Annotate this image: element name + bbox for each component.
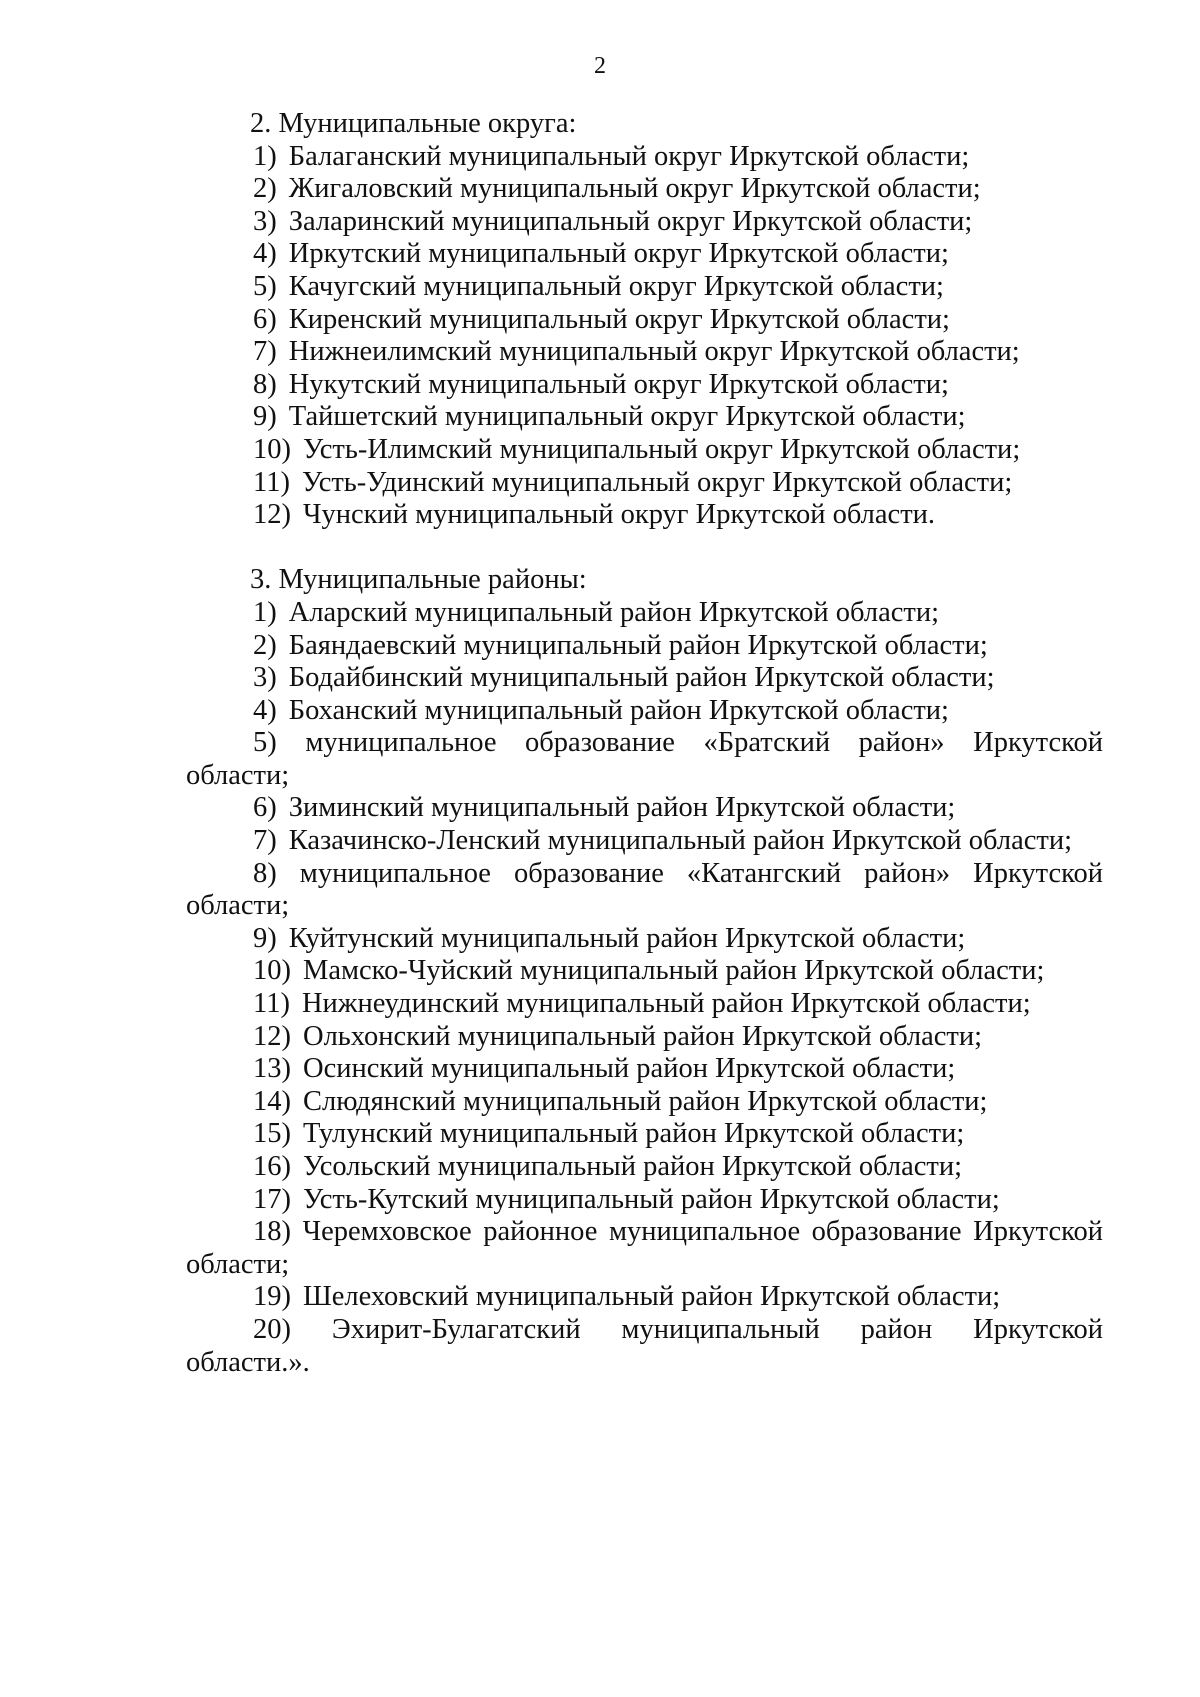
list-item-number: 16): [253, 1151, 291, 1182]
list-item-text: Боханский муниципальный район Иркутской области;: [288, 694, 949, 726]
list-item-text: Куйтунский муниципальный район Иркутской области;: [288, 922, 966, 954]
list-item: [186, 1053, 1103, 1086]
list-item-text: Баяндаевский муниципальный район Иркутской области;: [288, 629, 988, 661]
list-item-text: Тайшетский муниципальный округ Иркутской области;: [288, 401, 966, 433]
list-item-number: 1): [253, 140, 277, 172]
list-item: [186, 401, 1103, 434]
section-2-list: [186, 141, 1103, 532]
list-item-number: 13): [253, 1053, 291, 1085]
list-item-text: Иркутский муниципальный округ Иркутской области;: [288, 238, 949, 270]
list-item-number: 2): [253, 629, 277, 661]
list-item-number: 18): [253, 1216, 291, 1248]
list-item-number: 4): [253, 694, 277, 726]
list-item-number: 9): [253, 401, 277, 433]
list-item-number: 7): [253, 336, 277, 368]
list-item-number: 17): [253, 1183, 291, 1215]
list-item-continuation: области;: [186, 1248, 290, 1280]
list-item: [186, 662, 1103, 695]
list-item-text: Зиминский муниципальный район Иркутской области;: [288, 792, 956, 824]
list-item-text: Заларинский муниципальный округ Иркутской области;: [288, 205, 973, 237]
list-item: [186, 434, 1103, 467]
list-item-text: Жигаловский муниципальный округ Иркутской области;: [288, 173, 981, 205]
list-item: [186, 630, 1103, 663]
list-item-text: муниципальное образование «Братский район» Иркутской: [305, 727, 1104, 759]
list-item-text: Усть-Илимский муниципальный округ Иркутской области;: [303, 433, 1021, 465]
list-item-continuation: области;: [186, 890, 290, 922]
list-item: [186, 467, 1103, 500]
list-item-text: Нижнеудинский муниципальный район Иркутской области;: [301, 988, 1031, 1020]
list-item-number: 2): [253, 173, 277, 205]
list-item-text: Ольхонский муниципальный район Иркутской области;: [303, 1020, 983, 1052]
list-item-text: Усольский муниципальный район Иркутской области;: [303, 1151, 963, 1182]
list-item-text: Усть-Кутский муниципальный район Иркутской области;: [303, 1183, 1000, 1215]
list-item: [186, 825, 1103, 858]
list-item-text: Осинский муниципальный район Иркутской области;: [303, 1053, 956, 1085]
list-item-text: Аларский муниципальный район Иркутской области;: [288, 596, 939, 628]
list-item-text: Шелеховский муниципальный район Иркутской области;: [303, 1281, 1001, 1313]
list-item-text: Балаганский муниципальный округ Иркутской области;: [288, 140, 970, 172]
list-item: [186, 695, 1103, 728]
list-item: [186, 955, 1103, 988]
list-item-number: 9): [253, 922, 277, 954]
list-item-number: 11): [253, 466, 290, 498]
list-item: [186, 792, 1103, 825]
list-item: [186, 597, 1103, 630]
page-number: 2: [594, 53, 606, 79]
section-3-heading: 3. Муниципальные районы:: [250, 564, 587, 596]
list-item: [186, 499, 1103, 532]
list-item-text: Киренский муниципальный округ Иркутской области;: [288, 303, 950, 335]
list-item: [186, 141, 1103, 174]
list-item-number: 1): [253, 596, 277, 628]
list-item: [186, 1086, 1103, 1119]
list-item-number: 14): [253, 1085, 291, 1117]
list-item: [186, 238, 1103, 271]
list-item-continuation: области.».: [186, 1346, 310, 1378]
document-body: [186, 108, 1103, 1379]
list-item-text: Нукутский муниципальный округ Иркутской области;: [288, 368, 949, 400]
list-item-text: Чунский муниципальный округ Иркутской области.: [303, 499, 936, 531]
list-item: [186, 206, 1103, 239]
list-item: [186, 1216, 1103, 1249]
section-3-list: [186, 597, 1103, 1379]
list-item-text: Качугский муниципальный округ Иркутской области;: [288, 270, 944, 302]
list-item-number: 15): [253, 1118, 291, 1150]
list-item-text: Бодайбинский муниципальный район Иркутской области;: [288, 662, 995, 694]
list-item-number: 10): [253, 955, 291, 987]
list-item-text: Слюдянский муниципальный район Иркутской области;: [303, 1085, 988, 1117]
list-item-text: Усть-Удинский муниципальный округ Иркутской области;: [301, 466, 1013, 498]
list-item-continuation: области;: [186, 759, 290, 791]
list-item: [186, 1151, 1103, 1184]
section-gap: [186, 532, 1103, 565]
list-item: [186, 988, 1103, 1021]
list-item-number: 20): [253, 1313, 291, 1345]
list-item-number: 5): [253, 727, 277, 759]
list-item: [186, 304, 1103, 337]
list-item-number: 12): [253, 499, 291, 531]
list-item: [186, 727, 1103, 760]
list-item-text: Черемховское районное муниципальное образование Иркутской: [302, 1216, 1103, 1248]
section-2-heading: 2. Муниципальные округа:: [250, 108, 577, 139]
list-item-text: Нижнеилимский муниципальный округ Иркутской области;: [288, 336, 1020, 368]
list-item-number: 8): [253, 368, 277, 400]
list-item-text: Эхирит-Булагатский муниципальный район Иркутской: [331, 1313, 1104, 1345]
list-item-number: 5): [253, 270, 277, 302]
list-item-number: 6): [253, 792, 277, 824]
list-item: [186, 336, 1103, 369]
list-item-text: муниципальное образование «Катангский район» Иркутской: [299, 857, 1103, 889]
list-item: [186, 923, 1103, 956]
list-item: [186, 1281, 1103, 1314]
list-item-text: Мамско-Чуйский муниципальный район Иркутской области;: [303, 955, 1045, 987]
list-item-number: 19): [253, 1281, 291, 1313]
list-item-text: Тулунский муниципальный район Иркутской области;: [303, 1118, 965, 1150]
list-item-number: 11): [253, 988, 290, 1020]
list-item: [186, 1118, 1103, 1151]
list-item-number: 3): [253, 662, 277, 694]
list-item-number: 10): [253, 433, 291, 465]
list-item-text: Казачинско-Ленский муниципальный район Иркутской области;: [288, 825, 1072, 857]
list-item-number: 4): [253, 238, 277, 270]
list-item-number: 3): [253, 205, 277, 237]
list-item: [186, 1184, 1103, 1217]
list-item: [186, 271, 1103, 304]
list-item: [186, 858, 1103, 891]
list-item-number: 12): [253, 1020, 291, 1052]
list-item-number: 7): [253, 825, 277, 857]
list-item-number: 8): [253, 857, 277, 889]
list-item: [186, 369, 1103, 402]
list-item: [186, 173, 1103, 206]
list-item: [186, 1021, 1103, 1054]
list-item-number: 6): [253, 303, 277, 335]
list-item: [186, 1314, 1103, 1347]
